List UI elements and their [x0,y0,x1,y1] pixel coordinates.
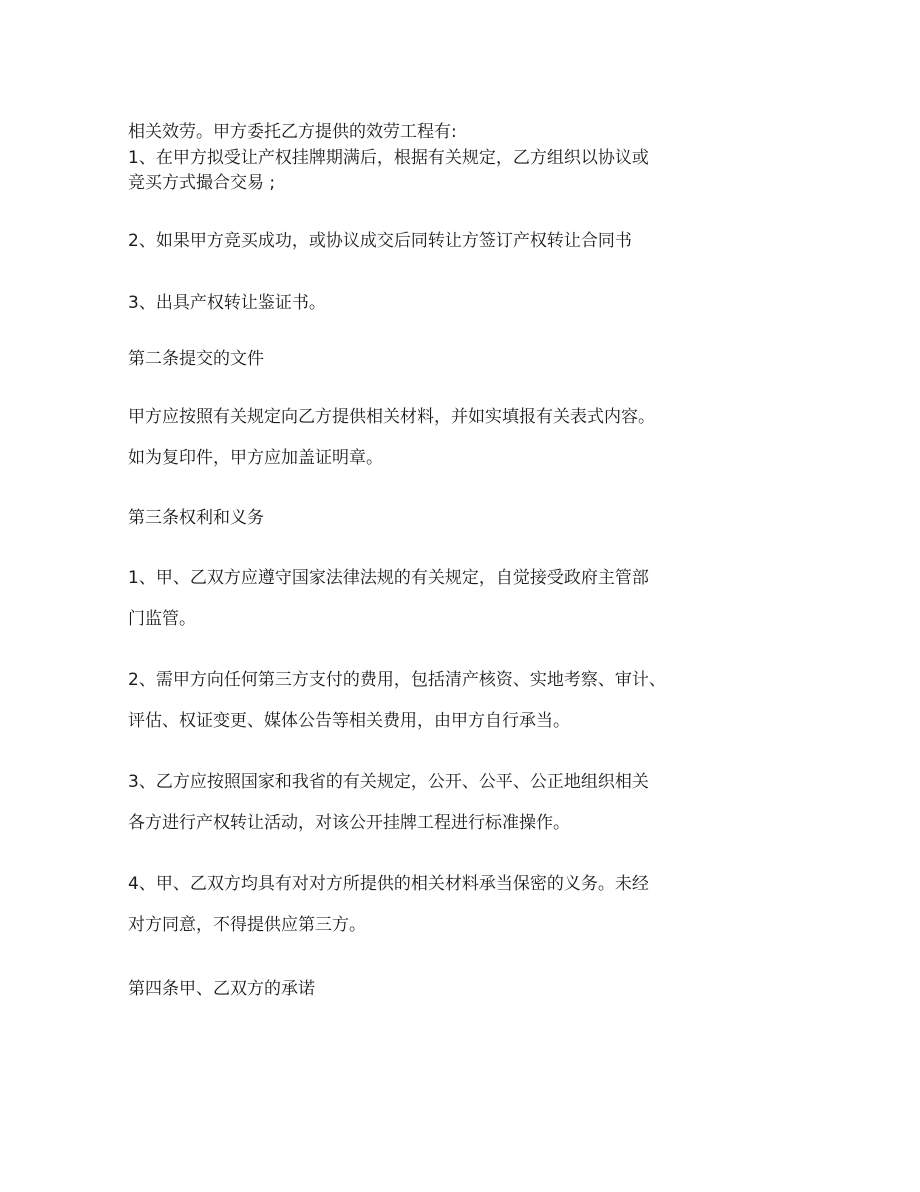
article-3-clause-2-line-1: 2、需甲方向任何第三方支付的费用，包括清产核资、实地考察、审计、 [128,670,666,690]
article-3-clause-3-line-2: 各方进行产权转让活动，对该公开挂牌工程进行标准操作。 [128,813,570,833]
article-3-heading: 第三条权利和义务 [128,508,264,528]
intro-line-3: 竞买方式撮合交易 ; [128,173,276,193]
service-item-2: 2、如果甲方竞买成功，或协议成交后同转让方签订产权转让合同书 [128,231,632,251]
article-3-clause-4-line-2: 对方同意，不得提供应第三方。 [128,915,366,935]
intro-line-1: 相关效劳。甲方委托乙方提供的效劳工程有: [128,122,457,142]
article-3-clause-4-line-1: 4、甲、乙双方均具有对对方所提供的相关材料承当保密的义务。未经 [128,874,649,894]
article-2-line-2: 如为复印件，甲方应加盖证明章。 [128,448,383,468]
article-3-clause-1-line-1: 1、甲、乙双方应遵守国家法律法规的有关规定，自觉接受政府主管部 [128,568,649,588]
intro-line-2: 1、在甲方拟受让产权挂牌期满后，根据有关规定，乙方组织以协议或 [128,148,649,168]
article-4-heading: 第四条甲、乙双方的承诺 [128,979,315,999]
article-3-clause-2-line-2: 评估、权证变更、媒体公告等相关费用，由甲方自行承当。 [128,711,570,731]
article-3-clause-3-line-1: 3、乙方应按照国家和我省的有关规定，公开、公平、公正地组织相关 [128,772,649,792]
article-2-heading: 第二条提交的文件 [128,349,264,369]
service-item-3: 3、出具产权转让鉴证书。 [128,293,326,313]
article-2-line-1: 甲方应按照有关规定向乙方提供相关材料，并如实填报有关表式内容。 [128,407,655,427]
article-3-clause-1-line-2: 门监管。 [128,609,196,629]
